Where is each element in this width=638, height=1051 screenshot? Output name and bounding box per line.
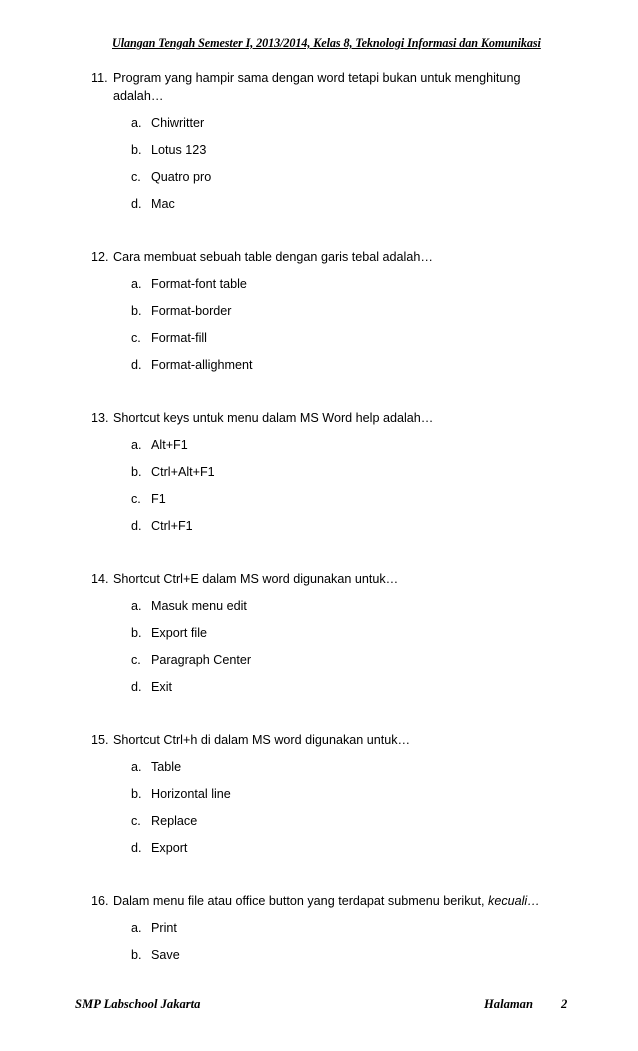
option-b <box>131 624 571 642</box>
question-14 <box>91 570 571 696</box>
option-letter: b. <box>131 304 142 318</box>
option-letter: d. <box>131 519 142 533</box>
option-b <box>131 946 571 964</box>
option-text: Alt+F1 <box>151 438 188 452</box>
option-d <box>131 195 571 213</box>
question-15 <box>91 731 571 857</box>
option-text: Format-font table <box>151 277 247 291</box>
question-text-emphasis: kecuali… <box>488 894 540 908</box>
question-text <box>113 892 571 910</box>
question-text: Shortcut Ctrl+E dalam MS word digunakan untuk… <box>113 572 399 586</box>
option-text: Chiwritter <box>151 116 205 130</box>
option-list <box>131 758 571 857</box>
footer-page-number: 2 <box>561 997 568 1011</box>
question-12 <box>91 248 571 374</box>
option-text: Table <box>151 760 182 774</box>
option-letter: b. <box>131 948 142 962</box>
option-text: Print <box>151 921 177 935</box>
option-d <box>131 356 571 374</box>
option-letter: c. <box>131 492 141 506</box>
option-letter: d. <box>131 197 142 211</box>
question-number: 16. <box>91 894 109 908</box>
option-letter: d. <box>131 841 142 855</box>
option-letter: c. <box>131 814 141 828</box>
option-list <box>131 436 571 535</box>
option-letter: c. <box>131 331 141 345</box>
option-d <box>131 517 571 535</box>
question-line <box>91 69 571 105</box>
option-c <box>131 651 571 669</box>
option-c <box>131 490 571 508</box>
question-number: 13. <box>91 411 109 425</box>
option-list <box>131 275 571 374</box>
option-letter: d. <box>131 680 142 694</box>
question-13 <box>91 409 571 535</box>
option-text: Exit <box>151 680 172 694</box>
question-number: 12. <box>91 250 109 264</box>
option-b <box>131 463 571 481</box>
question-16 <box>91 892 571 964</box>
question-11 <box>91 69 571 213</box>
option-letter: b. <box>131 465 142 479</box>
option-letter: a. <box>131 116 142 130</box>
option-text: Paragraph Center <box>151 653 252 667</box>
option-a <box>131 275 571 293</box>
option-text: Export <box>151 841 188 855</box>
option-letter: b. <box>131 143 142 157</box>
question-text: Cara membuat sebuah table dengan garis tebal adalah… <box>113 250 433 264</box>
question-line <box>91 409 571 427</box>
option-text: Replace <box>151 814 198 828</box>
option-a <box>131 758 571 776</box>
option-a <box>131 597 571 615</box>
option-text: Format-allighment <box>151 358 253 372</box>
footer-page-info <box>484 997 567 1012</box>
option-d <box>131 839 571 857</box>
option-a <box>131 114 571 132</box>
footer-page-label: Halaman <box>484 997 533 1011</box>
option-text: Format-border <box>151 304 232 318</box>
option-letter: a. <box>131 760 142 774</box>
option-letter: a. <box>131 438 142 452</box>
option-b <box>131 141 571 159</box>
question-number: 15. <box>91 733 109 747</box>
option-text: Quatro pro <box>151 170 212 184</box>
option-text: Export file <box>151 626 207 640</box>
footer-school-name: SMP Labschool Jakarta <box>75 997 201 1011</box>
question-list <box>91 69 571 999</box>
option-text: Lotus 123 <box>151 143 207 157</box>
question-line <box>91 892 571 910</box>
question-text-main: Dalam menu file atau office button yang terdapat submenu berikut, <box>113 894 485 908</box>
option-text: Save <box>151 948 180 962</box>
option-text: Ctrl+F1 <box>151 519 193 533</box>
question-number: 11. <box>91 71 108 85</box>
option-letter: a. <box>131 599 142 613</box>
option-text: Masuk menu edit <box>151 599 247 613</box>
option-c <box>131 812 571 830</box>
option-letter: a. <box>131 277 142 291</box>
question-number: 14. <box>91 572 109 586</box>
question-line <box>91 731 571 749</box>
option-c <box>131 168 571 186</box>
option-letter: a. <box>131 921 142 935</box>
option-letter: c. <box>131 170 141 184</box>
question-text: Shortcut Ctrl+h di dalam MS word digunakan untuk… <box>113 733 411 747</box>
option-letter: b. <box>131 626 142 640</box>
option-letter: c. <box>131 653 141 667</box>
option-d <box>131 678 571 696</box>
option-letter: d. <box>131 358 142 372</box>
option-list <box>131 919 571 964</box>
option-letter: b. <box>131 787 142 801</box>
option-c <box>131 329 571 347</box>
option-text: Format-fill <box>151 331 207 345</box>
option-text: Horizontal line <box>151 787 231 801</box>
question-text: Shortcut keys untuk menu dalam MS Word help adalah… <box>113 411 434 425</box>
question-text: Program yang hampir sama dengan word tetapi bukan untuk menghitung adalah… <box>113 71 521 103</box>
option-text: F1 <box>151 492 166 506</box>
option-a <box>131 919 571 937</box>
option-text: Ctrl+Alt+F1 <box>151 465 215 479</box>
option-b <box>131 302 571 320</box>
option-list <box>131 114 571 213</box>
option-a <box>131 436 571 454</box>
question-line <box>91 248 571 266</box>
option-b <box>131 785 571 803</box>
page-header-title: Ulangan Tengah Semester I, 2013/2014, Kelas 8, Teknologi Informasi dan Komunikasi <box>112 36 541 50</box>
option-text: Mac <box>151 197 175 211</box>
option-list <box>131 597 571 696</box>
question-line <box>91 570 571 588</box>
